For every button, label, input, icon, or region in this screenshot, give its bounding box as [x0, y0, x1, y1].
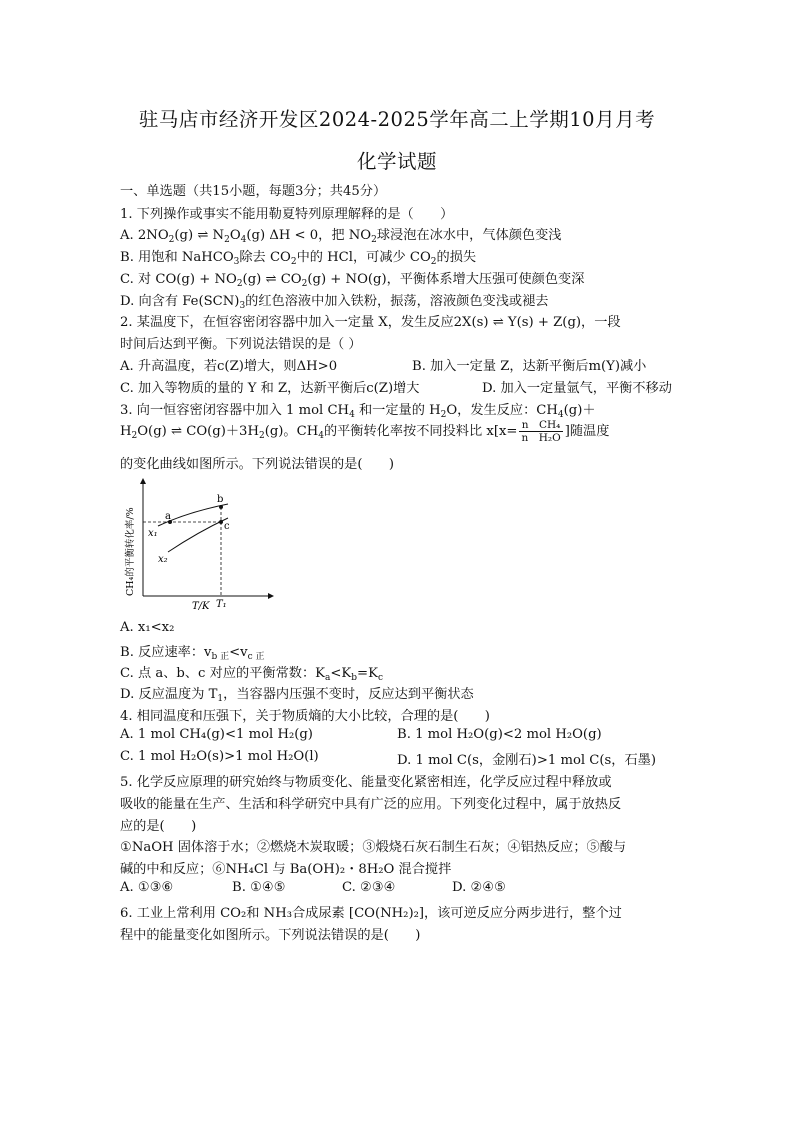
curve-x2	[168, 518, 228, 552]
q1-stem: 1. 下列操作或事实不能用勒夏特列原理解释的是（ ）	[120, 207, 454, 222]
q6-stem-line2: 程中的能量变化如图所示。下列说法错误的是( )	[120, 928, 421, 943]
q3-stem-line3: 的变化曲线如图所示。下列说法错误的是( )	[120, 457, 395, 472]
q4-option-c: C. 1 mol H₂O(s)>1 mol H₂O(l)	[120, 749, 319, 764]
exam-subtitle: 化学试题	[356, 150, 437, 173]
point-c	[219, 520, 223, 524]
y-axis-arrow	[140, 478, 146, 484]
exam-title: 驻马店市经济开发区2024-2025学年高二上学期10月月考	[138, 108, 656, 131]
q2-option-a: A. 升高温度，若c(Z)增大，则ΔH>0	[120, 359, 338, 374]
q5-option-b: B. ①④⑤	[232, 880, 286, 895]
q5-stem-line3: 应的是( )	[120, 819, 197, 834]
q3-stem-line2: $H_2O(g)$ ⇌ $CO(g)+3H_2(g)$。$CH_4$的平衡转化率按不同投料比 x[x= $\frac{\text{n CH₄}}{\text{n H₂O}}$ ]随温度	[120, 419, 610, 444]
q1-option-d: D. 向含有 $Fe(SCN)_3$的红色溶液中加入铁粉，振荡，溶液颜色变浅或褪去	[120, 294, 549, 311]
q3-stem-line1: 3. 向一恒容密闭容器中加入 1 mol $CH_4$ 和一定量的 $H_2O$，发生反应：$CH_4(g)+$	[120, 403, 596, 420]
x-axis-arrow	[268, 593, 274, 599]
q2-stem-line2: 时间后达到平衡。下列说法错误的是（ ）	[120, 337, 362, 352]
section-heading: 一、单选题（共15小题，每题3分；共45分）	[120, 184, 387, 199]
q1-option-a: A. $2NO_2(g)$ ⇌ $N_2O_4(g) \Delta H < 0$，把 $NO_2$球浸泡在冰水中，气体颜色变浅	[120, 228, 562, 245]
x-axis-label: T/K	[192, 601, 210, 612]
q3-option-a: A. x₁<x₂	[120, 620, 175, 635]
q5-stem-line2: 吸收的能量在生产、生活和科学研究中具有广泛的应用。下列变化过程中，属于放热反	[120, 797, 622, 812]
q4-option-a: A. 1 mol CH₄(g)<1 mol H₂(g)	[120, 727, 313, 742]
q6-stem-line1: 6. 工业上常利用 CO₂和 NH₃合成尿素 [CO(NH₂)₂]，该可逆反应分两步进行，整个过	[120, 906, 622, 921]
q3-option-d: D. 反应温度为 $T_1$，当容器内压强不变时，反应达到平衡状态	[120, 687, 474, 704]
q5-items-line2: 碱的中和反应；⑥NH₄Cl 与 Ba(OH)₂・8H₂O 混合搅拌	[120, 862, 452, 877]
t1-label: T₁	[216, 599, 227, 610]
q5-option-c: C. ②③④	[342, 880, 396, 895]
q5-items-line1: ①NaOH 固体溶于水；②燃烧木炭取暖；③煅烧石灰石制生石灰；④铝热反应；⑤酸与	[120, 840, 627, 855]
q5-option-d: D. ②④⑤	[452, 880, 506, 895]
q4-stem: 4. 相同温度和压强下，关于物质熵的大小比较，合理的是( )	[120, 709, 490, 724]
q2-option-b: B. 加入一定量 Z，达新平衡后m(Y)减小	[412, 359, 647, 374]
label-a: a	[165, 511, 171, 522]
q5-option-a: A. ①③⑥	[120, 880, 174, 895]
q3-option-b: B. 反应速率：$v_{b 正}<v_{c 正}$	[120, 645, 265, 662]
ratio-fraction: $\frac{\text{n CH₄}}{\text{n H₂O}}$	[521, 419, 561, 444]
q5-stem-line1: 5. 化学反应原理的研究始终与物质变化、能量变化紧密相连，化学反应过程中释放或	[120, 775, 612, 790]
label-b: b	[217, 494, 224, 505]
q2-stem-line1: 2. 某温度下，在恒容密闭容器中加入一定量 X，发生反应2X(s) ⇌ Y(s) + Z(g)，一段	[120, 315, 621, 330]
label-x2: x₂	[158, 554, 168, 565]
q4-option-d: D. 1 mol C(s，金刚石)>1 mol C(s，石墨)	[397, 753, 657, 768]
label-c: c	[224, 521, 230, 532]
q1-option-c: C. 对 $CO(g) + NO_2(g)$ ⇌ $CO_2(g) + NO(g)$，平衡体系增大压强可使颜色变深	[120, 272, 585, 289]
conversion-graph	[118, 474, 278, 614]
q1-option-b: B. 用饱和 NaHCO$_3$除去 $CO_2$中的 HCl，可减少 $CO_2$的损失	[120, 250, 477, 267]
point-b	[219, 505, 223, 509]
q2-option-d: D. 加入一定量氩气，平衡不移动	[482, 381, 672, 396]
q3-option-c: C. 点 a、b、c 对应的平衡常数：$K_a<K_b=K_c$	[120, 666, 383, 683]
q2-option-c: C. 加入等物质的量的 Y 和 Z，达新平衡后c(Z)增大	[120, 381, 420, 396]
q4-option-b: B. 1 mol H₂O(g)<2 mol H₂O(g)	[397, 727, 602, 742]
label-x1: x₁	[148, 528, 158, 539]
y-axis-label: CH₄的平衡转化率/%	[125, 507, 136, 596]
